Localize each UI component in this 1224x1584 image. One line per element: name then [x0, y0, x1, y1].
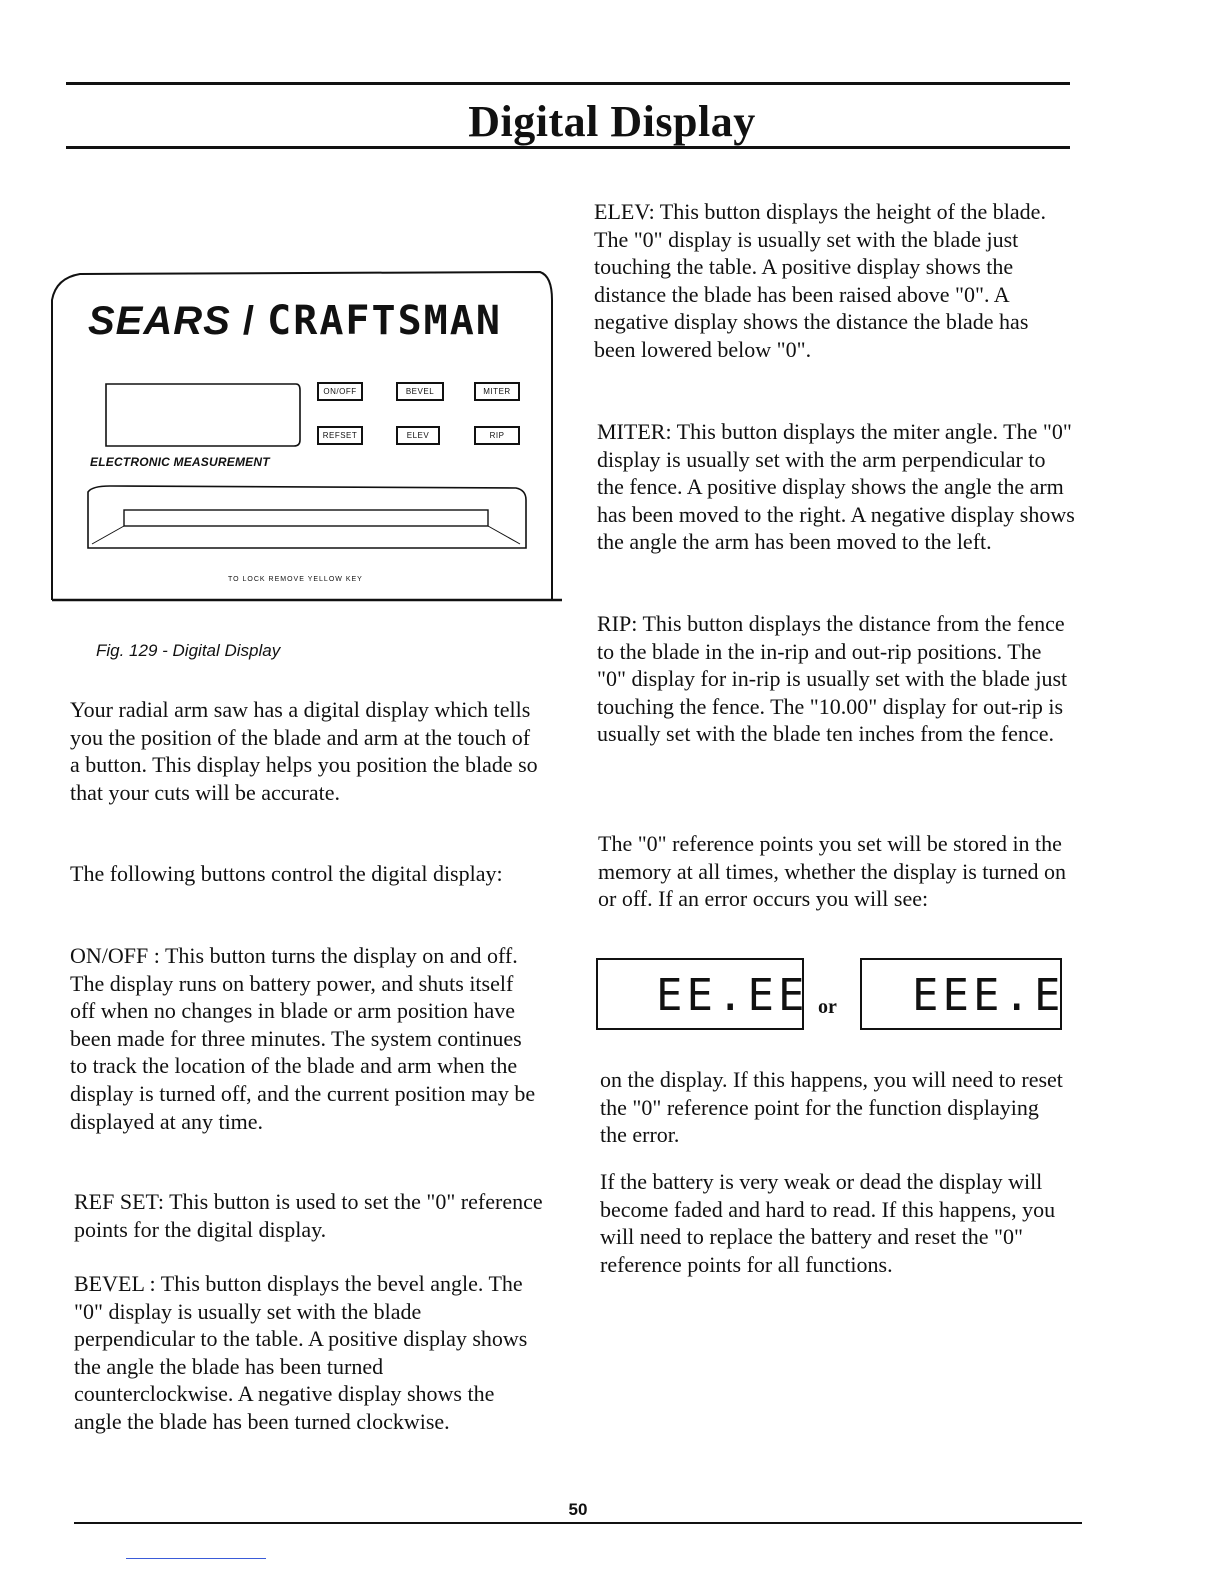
page-title: Digital Display: [468, 97, 756, 146]
reference-description: The "0" reference points you set will be stored in the memory at all times, whether the display is turned on or off. If an error occurs you will see:: [598, 831, 1067, 912]
elev-description: ELEV: This button displays the height of the blade. The "0" display is usually set with the blade just touching the table. A positive display shows the distance the blade has been raised above "0". A negative display shows the distance the blade has been lowered below "0".: [594, 199, 1046, 362]
miter-description: MITER: This button displays the miter angle. The "0" display is usually set with the arm perpendicular to the fence. A positive display shows the angle the arm has been moved to the right. A negative display shows the angle the arm has been moved to the left.: [597, 419, 1075, 555]
page-number: 50: [568, 1500, 588, 1519]
intro-paragraph: Your radial arm saw has a digital display which tells you the position of the blade and arm at the touch of a button. This display helps you position the blade so that your cuts will be accurate.: [70, 697, 538, 805]
error-display-a-text: EE.EE: [656, 970, 809, 1021]
on-off-button[interactable]: ON/OFF: [317, 382, 363, 401]
brand-craftsman: CRAFTSMAN: [267, 298, 502, 344]
elev-button[interactable]: ELEV: [396, 426, 440, 445]
following-paragraph: The following buttons control the digital display:: [70, 861, 503, 886]
rip-description: RIP: This button displays the distance from the fence to the blade in the in-rip and out-rip positions. The "0" display for in-rip is usually set with the blade just touching the fence. The "10.00" display for out-rip is usually set with the blade ten inches from the fence.: [597, 611, 1068, 747]
ref-set-button[interactable]: REFSET: [317, 426, 363, 445]
rip-button[interactable]: RIP: [474, 426, 520, 445]
brand-separator: /: [230, 299, 268, 343]
bevel-button[interactable]: BEVEL: [396, 382, 444, 401]
brand-sears: SEARS: [88, 299, 231, 343]
footer-blue-line: [126, 1558, 266, 1559]
on-off-description: ON/OFF : This button turns the display on and off. The display runs on battery power, and shuts itself off when no changes in blade or arm position have been made for three minutes. The system continues to track the location of the blade and arm when the display is turned off, and the current position may be displayed at any time.: [70, 943, 536, 1134]
error-display-b-text: EEE.E: [912, 970, 1065, 1021]
miter-button[interactable]: MITER: [474, 382, 520, 401]
footer-rule: [74, 1522, 1082, 1524]
after-error-paragraph: on the display. If this happens, you will need to reset the "0" reference point for the function displaying the error.: [600, 1067, 1063, 1148]
lock-note: TO LOCK REMOVE YELLOW KEY: [228, 576, 363, 583]
battery-paragraph: If the battery is very weak or dead the display will become faded and hard to read. If this happens, you will need to replace the battery and reset the "0" reference points for all functions.: [600, 1169, 1056, 1277]
brand-logo: [88, 298, 502, 344]
electronic-measurement-label: ELECTRONIC MEASUREMENT: [90, 455, 270, 469]
error-or: or: [818, 996, 837, 1018]
ref-set-description: REF SET: This button is used to set the "0" reference points for the digital display.: [74, 1189, 543, 1242]
figure-caption: Fig. 129 - Digital Display: [96, 641, 281, 660]
bevel-description: BEVEL : This button displays the bevel angle. The "0" display is usually set with the blade perpendicular to the table. A positive display shows the angle the blade has been turned counterclockwise. A negative display shows the angle the blade has been turned clockwise.: [74, 1271, 528, 1434]
